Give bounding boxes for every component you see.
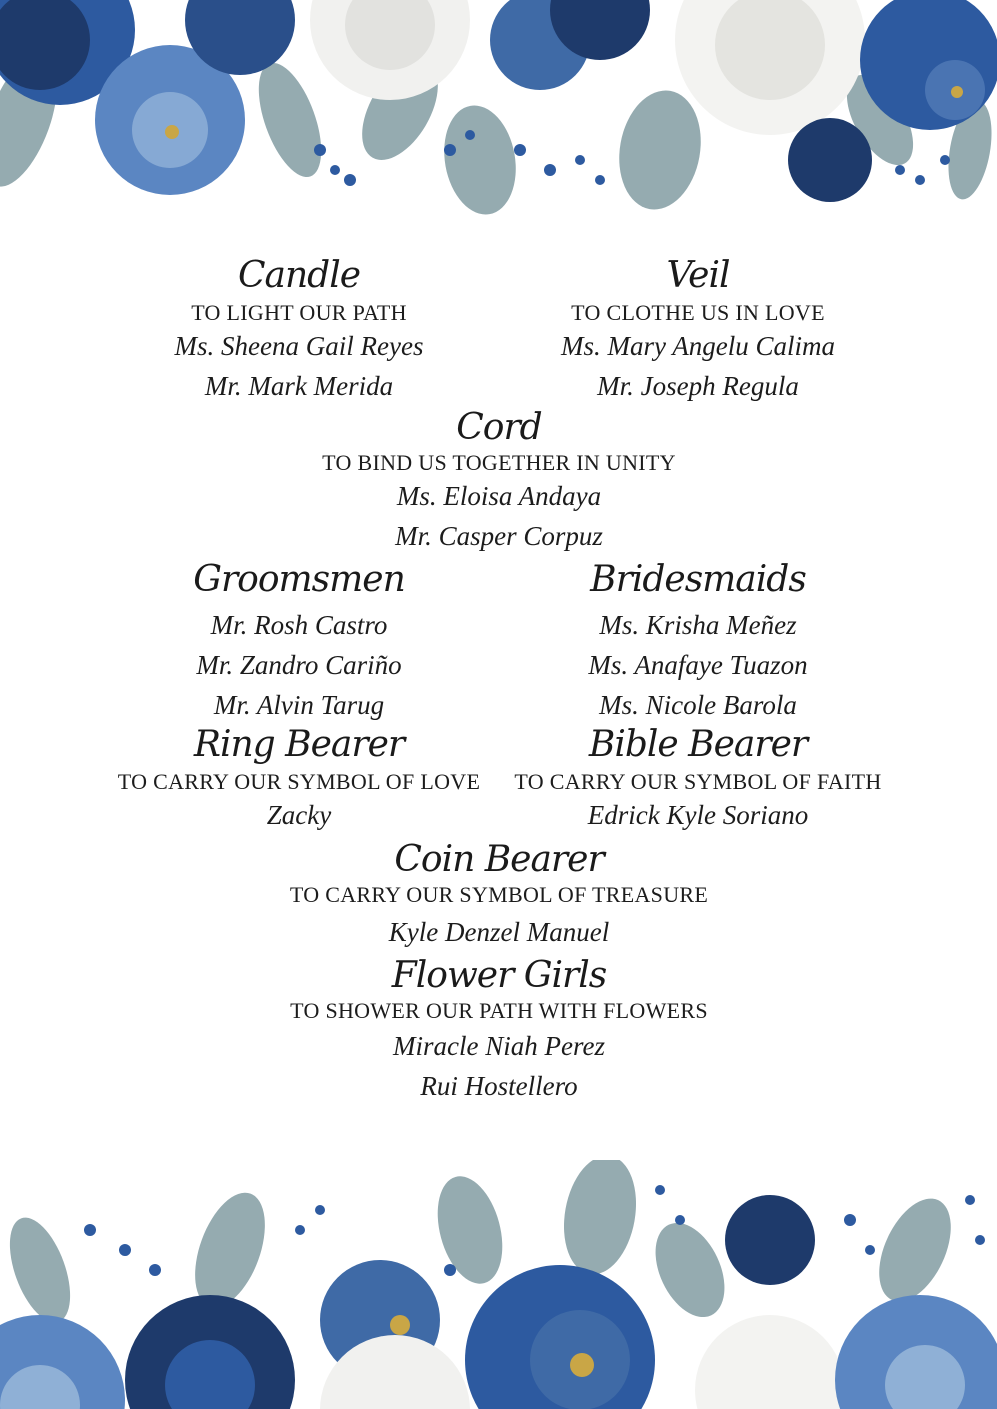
cord-name-2: Mr. Casper Corpuz: [395, 521, 603, 551]
bridesmaids-name-3: Ms. Nicole Barola: [599, 690, 797, 720]
groomsmen-name-1: Mr. Rosh Castro: [210, 610, 388, 640]
ring-bearer-name: Zacky: [266, 800, 332, 830]
bible-bearer-title: Bible Bearer: [588, 724, 808, 765]
flower-girls-section: [199, 956, 799, 1106]
top-floral-border: [0, 0, 997, 225]
groomsmen-section: [99, 560, 499, 725]
coin-bearer-name: Kyle Denzel Manuel: [388, 917, 610, 947]
coin-bearer-section: [199, 840, 799, 952]
candle-section: [99, 256, 499, 406]
flower-girls-name-2: Rui Hostellero: [420, 1071, 578, 1101]
bible-bearer-section: [498, 725, 898, 835]
veil-subtitle: TO CLOTHE US IN LOVE: [571, 300, 825, 325]
candle-title: Candle: [237, 255, 361, 296]
ring-bearer-section: [99, 725, 499, 835]
ring-bearer-subtitle: TO CARRY OUR SYMBOL OF LOVE: [117, 769, 481, 794]
groomsmen-title: Groomsmen: [193, 559, 405, 600]
candle-name-1: Ms. Sheena Gail Reyes: [174, 331, 424, 361]
bridesmaids-name-1: Ms. Krisha Meñez: [599, 610, 797, 640]
coin-bearer-title: Coin Bearer: [394, 839, 604, 880]
veil-title: Veil: [666, 255, 730, 296]
groomsmen-name-3: Mr. Alvin Tarug: [213, 690, 385, 720]
bridesmaids-title: Bridesmaids: [590, 559, 806, 600]
coin-bearer-subtitle: TO CARRY OUR SYMBOL OF TREASURE: [289, 882, 709, 907]
candle-subtitle: TO LIGHT OUR PATH: [191, 300, 407, 325]
candle-name-2: Mr. Mark Merida: [204, 371, 394, 401]
cord-section: [199, 408, 799, 556]
bridesmaids-name-2: Ms. Anafaye Tuazon: [588, 650, 808, 680]
flower-girls-subtitle: TO SHOWER OUR PATH WITH FLOWERS: [290, 998, 708, 1023]
ring-bearer-title: Ring Bearer: [193, 724, 405, 765]
bible-bearer-name: Edrick Kyle Soriano: [587, 800, 809, 830]
cord-name-1: Ms. Eloisa Andaya: [396, 481, 602, 511]
veil-name-1: Ms. Mary Angelu Calima: [561, 331, 835, 361]
bottom-floral-border: [0, 1160, 997, 1409]
cord-title: Cord: [456, 407, 542, 448]
flower-girls-name-1: Miracle Niah Perez: [393, 1031, 605, 1061]
veil-name-2: Mr. Joseph Regula: [597, 371, 799, 401]
veil-section: [498, 256, 898, 406]
cord-subtitle: TO BIND US TOGETHER IN UNITY: [322, 450, 676, 475]
bible-bearer-subtitle: TO CARRY OUR SYMBOL OF FAITH: [514, 769, 882, 794]
bridesmaids-section: [498, 560, 898, 725]
groomsmen-name-2: Mr. Zandro Cariño: [196, 650, 402, 680]
flower-girls-title: Flower Girls: [391, 955, 607, 996]
